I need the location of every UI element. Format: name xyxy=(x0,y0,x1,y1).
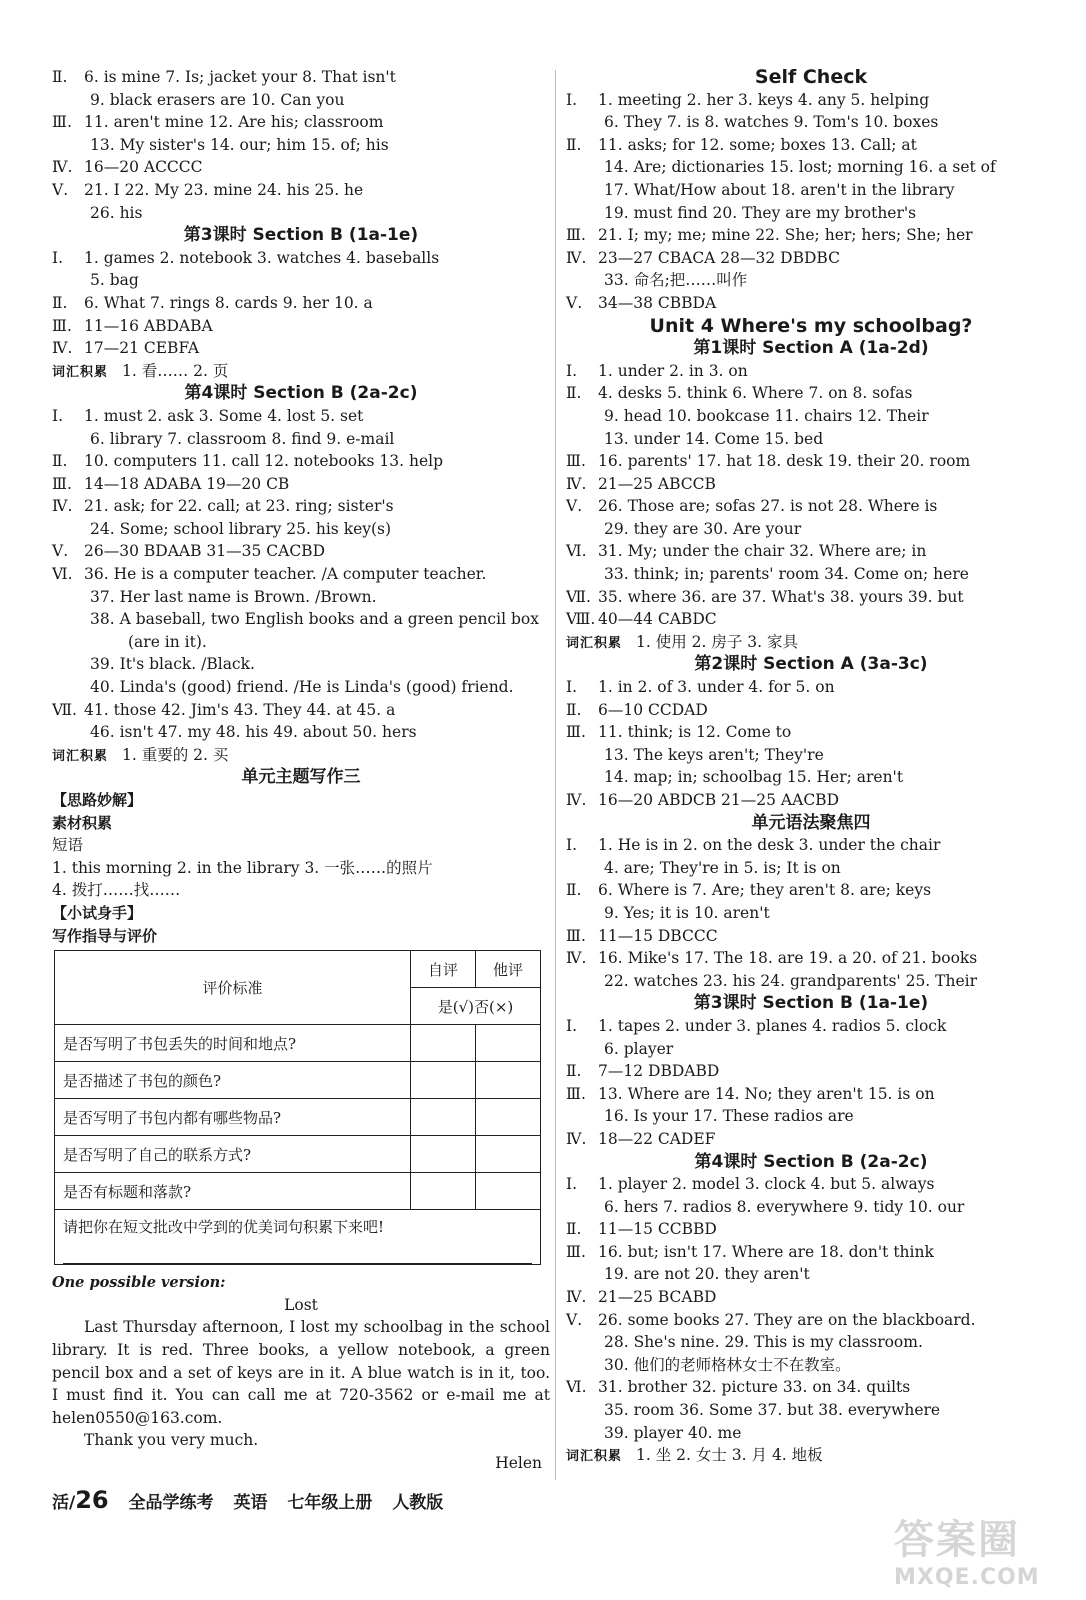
answer-text: 1. player 2. model 3. clock 4. but 5. always xyxy=(598,1175,935,1194)
right-column xyxy=(566,66,1056,1467)
answer-line xyxy=(52,450,550,473)
answer-line: 13. My sister's 14. our; him 15. of; his xyxy=(90,135,389,154)
subject: 英语 xyxy=(233,1493,268,1513)
peer-eval-cell xyxy=(476,1025,541,1062)
criterion-cell: 是否写明了书包内都有哪些物品? xyxy=(55,1099,411,1136)
answer-text: 11. asks; for 12. some; boxes 13. Call; at xyxy=(598,135,917,154)
answer-text: 10. computers 11. call 12. notebooks 13. help xyxy=(84,452,443,471)
roman-numeral: Ⅱ. xyxy=(52,293,68,312)
self-eval-cell xyxy=(411,1062,476,1099)
answer-line xyxy=(52,405,550,428)
answer-line: 29. they are 30. Are your xyxy=(604,519,802,538)
answer-line xyxy=(52,540,550,563)
essay-closing-line xyxy=(52,1429,550,1452)
essay-title: Lost xyxy=(284,1295,318,1314)
roman-numeral: Ⅳ. xyxy=(566,791,587,809)
answer-text: 11—15 CCBBD xyxy=(598,1220,717,1239)
section-heading: 第3课时 Section B (1a-1e) xyxy=(183,225,419,246)
answer-text: 31. brother 32. picture 33. on 34. quilts xyxy=(598,1378,911,1397)
answer-line xyxy=(566,947,1056,970)
roman-numeral: Ⅵ. xyxy=(566,542,587,561)
answer-line xyxy=(566,1015,1056,1038)
answer-text: 18—22 CADEF xyxy=(598,1129,716,1148)
section-heading: 第4课时 Section B (2a-2c) xyxy=(184,383,418,404)
answer-text: 16—20 ABDCB 21—25 AACBD xyxy=(598,791,839,809)
answer-line xyxy=(566,495,1056,518)
marks-legend: 是(√)否(×) xyxy=(411,988,541,1025)
answer-text: 13. Where are 14. No; they aren't 15. is on xyxy=(598,1084,935,1103)
answer-text: 14—18 ADABA 19—20 CB xyxy=(84,474,290,493)
answer-text: 41. those 42. Jim's 43. They 44. at 45. a xyxy=(84,700,396,719)
self-eval-header: 自评 xyxy=(411,951,476,988)
bold-heading: 【思路妙解】 xyxy=(52,791,143,809)
answer-line xyxy=(52,495,550,518)
answer-line xyxy=(566,676,1056,699)
roman-numeral: Ⅴ. xyxy=(52,542,69,561)
answer-text: 16. parents' 17. hat 18. desk 19. their 20. room xyxy=(598,452,971,471)
answer-text: 17—21 CEBFA xyxy=(84,339,200,358)
vocab-line xyxy=(566,631,1056,654)
answer-text: 26—30 BDAAB 31—35 CACBD xyxy=(84,542,325,561)
essay-paragraph: Last Thursday afternoon, I lost my schoolbag in the school library. It is red. Three books, a yellow notebook, a green pencil box and a set of keys are in it. A blue watch is in it, too. I must find it. You can call me at 720-3562 or e-mail me at helen0550@163.com. xyxy=(52,1318,550,1427)
answer-line xyxy=(566,1128,1056,1151)
answer-line xyxy=(566,89,1056,112)
answer-text: 11—15 DBCCC xyxy=(598,926,718,945)
essay-signature: Helen xyxy=(495,1453,542,1472)
answer-text: 35. where 36. are 37. What's 38. yours 39. but xyxy=(598,587,964,606)
answer-line: 26. his xyxy=(90,203,143,222)
roman-numeral: Ⅳ. xyxy=(566,1288,587,1307)
answer-text: 16. but; isn't 17. Where are 18. don't think xyxy=(598,1242,934,1261)
answer-line xyxy=(566,247,1056,270)
answer-line xyxy=(566,134,1056,157)
answer-line xyxy=(566,1218,1056,1241)
roman-numeral: Ⅰ. xyxy=(52,248,64,267)
vocab-line xyxy=(52,744,550,767)
answer-line xyxy=(566,224,1056,247)
answer-line: 9. black erasers are 10. Can you xyxy=(90,90,345,109)
answer-line: 14. map; in; schoolbag 15. Her; aren't xyxy=(604,768,904,787)
section-heading: 第3课时 Section B (1a-1e) xyxy=(693,993,929,1014)
watermark-logo xyxy=(894,1508,1064,1588)
answer-line xyxy=(566,1173,1056,1196)
roman-numeral: Ⅲ. xyxy=(52,474,72,493)
roman-numeral: Ⅰ. xyxy=(566,361,578,380)
section-heading: 单元主题写作三 xyxy=(241,767,361,788)
answer-text: 6. What 7. rings 8. cards 9. her 10. a xyxy=(84,293,373,312)
answer-text: 4. desks 5. think 6. Where 7. on 8. sofas xyxy=(598,384,913,403)
roman-numeral: Ⅳ. xyxy=(566,474,587,493)
answer-line: 6. library 7. classroom 8. find 9. e-mail xyxy=(90,429,395,448)
bold-heading: 素材积累 xyxy=(52,813,113,832)
roman-numeral: Ⅲ. xyxy=(52,113,72,132)
answer-line xyxy=(566,382,1056,405)
roman-numeral: Ⅱ. xyxy=(566,1062,582,1081)
roman-numeral: Ⅳ. xyxy=(566,248,587,267)
vocab-text: 1. 看…… 2. 页 xyxy=(122,361,229,380)
answer-text: 21—25 ABCCB xyxy=(598,474,716,493)
roman-numeral: Ⅳ. xyxy=(52,158,73,177)
roman-numeral: Ⅳ. xyxy=(566,1129,587,1148)
evaluation-row xyxy=(55,1099,541,1136)
answer-line xyxy=(566,1376,1056,1399)
answer-line xyxy=(566,1060,1056,1083)
answer-line: 22. watches 23. his 24. grandparents' 25. Their xyxy=(604,971,978,990)
answer-line: 19. must find 20. They are my brother's xyxy=(604,203,917,222)
answer-line: 39. It's black. /Black. xyxy=(90,655,255,674)
peer-eval-cell xyxy=(476,1136,541,1173)
section-heading: Unit 4 Where's my schoolbag? xyxy=(649,314,973,337)
roman-numeral: Ⅴ. xyxy=(566,1310,583,1329)
note-cell xyxy=(55,1210,541,1265)
criteria-header: 评价标准 xyxy=(55,951,411,1025)
answer-text: 1. tapes 2. under 3. planes 4. radios 5. clock xyxy=(598,1016,947,1035)
answer-text: 26. some books 27. They are on the blackboard. xyxy=(598,1310,976,1329)
answer-line: 37. Her last name is Brown. /Brown. xyxy=(90,587,377,606)
answer-line: 14. Are; dictionaries 15. lost; morning 16. a set of xyxy=(604,158,996,177)
answer-text: 23—27 CBACA 28—32 DBDBC xyxy=(598,248,840,267)
evaluation-table xyxy=(54,950,541,1265)
section-heading: Self Check xyxy=(754,66,868,88)
vocab-label: 词汇积累 xyxy=(566,635,623,651)
answer-text: 36. He is a computer teacher. /A computer teacher. xyxy=(84,565,487,584)
section-heading: 第4课时 Section B (2a-2c) xyxy=(694,1151,928,1172)
vocab-label: 词汇积累 xyxy=(52,364,109,380)
answer-line xyxy=(566,789,1056,812)
answer-text: 1. must 2. ask 3. Some 4. lost 5. set xyxy=(84,406,364,425)
answer-line: 13. under 14. Come 15. bed xyxy=(604,429,824,448)
edition: 人教版 xyxy=(392,1493,444,1513)
vocab-label: 词汇积累 xyxy=(52,748,109,764)
answer-text: 11. aren't mine 12. Are his; classroom xyxy=(84,113,384,132)
roman-numeral: Ⅶ. xyxy=(52,700,77,719)
peer-eval-cell xyxy=(476,1173,541,1210)
evaluation-row xyxy=(55,1062,541,1099)
answer-line xyxy=(52,111,550,134)
vocab-text: 1. 使用 2. 房子 3. 家具 xyxy=(636,632,799,651)
roman-numeral: Ⅰ. xyxy=(566,90,578,109)
answer-line xyxy=(52,292,550,315)
answer-line: 33. think; in; parents' room 34. Come on; here xyxy=(604,565,969,584)
essay-closing: Thank you very much. xyxy=(84,1431,259,1450)
answer-line xyxy=(566,925,1056,948)
answer-text: 34—38 CBBDA xyxy=(598,293,717,312)
answer-line xyxy=(566,586,1056,609)
answer-text: 40—44 CABDC xyxy=(598,610,717,629)
answer-line xyxy=(566,540,1056,563)
answer-line: 24. Some; school library 25. his key(s) xyxy=(90,519,392,538)
roman-numeral: Ⅱ. xyxy=(52,68,68,86)
answer-line: 33. 命名;把……叫作 xyxy=(604,271,748,290)
essay-signature-line xyxy=(52,1452,550,1475)
answer-text: 16. Mike's 17. The 18. are 19. a 20. of 21. books xyxy=(598,949,978,968)
watermark-bottom: MXQE.COM xyxy=(894,1565,1040,1590)
criterion-cell: 是否写明了书包丢失的时间和地点? xyxy=(55,1025,411,1062)
vocab-line xyxy=(52,360,550,383)
answer-line xyxy=(52,473,550,496)
page-footer xyxy=(52,1486,457,1514)
roman-numeral: Ⅲ. xyxy=(566,926,586,945)
roman-numeral: Ⅰ. xyxy=(566,1175,578,1194)
roman-numeral: Ⅱ. xyxy=(566,384,582,403)
footer-prefix: 活/ xyxy=(52,1493,76,1513)
answer-line xyxy=(52,699,550,722)
roman-numeral: Ⅴ. xyxy=(566,293,583,312)
text-line: 短语 xyxy=(52,836,84,855)
roman-numeral: Ⅰ. xyxy=(52,406,64,425)
roman-numeral: Ⅲ. xyxy=(566,1084,586,1103)
answer-line: 4. are; They're in 5. is; It is on xyxy=(604,858,841,877)
right-answer-lines xyxy=(566,66,1056,1467)
answer-line: 6. player xyxy=(604,1039,674,1058)
self-eval-cell xyxy=(411,1099,476,1136)
roman-numeral: Ⅲ. xyxy=(566,226,586,245)
vocab-line xyxy=(566,1444,1056,1467)
vocab-text: 1. 重要的 2. 买 xyxy=(122,745,229,764)
roman-numeral: Ⅰ. xyxy=(566,836,578,855)
answer-line xyxy=(566,450,1056,473)
answer-line: 35. room 36. Some 37. but 38. everywhere xyxy=(604,1401,941,1420)
answer-line: 19. are not 20. they aren't xyxy=(604,1265,810,1284)
answer-line: 40. Linda's (good) friend. /He is Linda's (good) friend. xyxy=(90,678,514,697)
answer-line: 5. bag xyxy=(90,271,139,290)
answer-text: 6. Where is 7. Are; they aren't 8. are; keys xyxy=(598,881,932,900)
roman-numeral: Ⅷ. xyxy=(566,610,596,629)
answer-text: 11—16 ABDABA xyxy=(84,316,213,335)
answer-line xyxy=(566,360,1056,383)
text-line: 4. 拨打……找…… xyxy=(52,881,181,900)
answer-line xyxy=(566,292,1056,315)
criterion-cell: 是否有标题和落款? xyxy=(55,1173,411,1210)
vocab-label: 词汇积累 xyxy=(566,1449,623,1465)
evaluation-row xyxy=(55,1025,541,1062)
answer-line xyxy=(566,608,1056,631)
writing-line xyxy=(63,1263,532,1264)
essay-label: One possible version: xyxy=(52,1274,226,1292)
criterion-cell: 是否写明了自己的联系方式? xyxy=(55,1136,411,1173)
peer-eval-header: 他评 xyxy=(476,951,541,988)
answer-text: 31. My; under the chair 32. Where are; in xyxy=(598,542,927,561)
peer-eval-cell xyxy=(476,1099,541,1136)
answer-line xyxy=(566,1309,1056,1332)
answer-line xyxy=(52,247,550,270)
answer-text: 21. I; my; me; mine 22. She; her; hers; She; her xyxy=(598,226,973,245)
answer-line xyxy=(566,834,1056,857)
roman-numeral: Ⅶ. xyxy=(566,587,591,606)
roman-numeral: Ⅰ. xyxy=(566,1016,578,1035)
answer-line xyxy=(566,879,1056,902)
answer-line xyxy=(52,563,550,586)
answer-text: 7—12 DBDABD xyxy=(598,1062,720,1081)
answer-line: 9. head 10. bookcase 11. chairs 12. Their xyxy=(604,406,929,425)
roman-numeral: Ⅱ. xyxy=(566,135,582,154)
grade: 七年级上册 xyxy=(287,1493,373,1513)
roman-numeral: Ⅳ. xyxy=(52,339,73,358)
roman-numeral: Ⅳ. xyxy=(52,497,73,516)
answer-text: 21. I 22. My 23. mine 24. his 25. he xyxy=(84,180,364,199)
book-title: 全品学练考 xyxy=(128,1493,214,1513)
page-number: 26 xyxy=(75,1486,109,1514)
answer-line: 30. 他们的老师格林女士不在教室。 xyxy=(604,1355,851,1374)
answer-line: 17. What/How about 18. aren't in the library xyxy=(604,180,955,199)
criterion-cell: 是否描述了书包的颜色? xyxy=(55,1062,411,1099)
answer-line: 6. They 7. is 8. watches 9. Tom's 10. boxes xyxy=(604,113,939,132)
answer-line: (are in it). xyxy=(128,632,207,651)
answer-line: 28. She's nine. 29. This is my classroom. xyxy=(604,1333,923,1352)
evaluation-rows xyxy=(55,1025,541,1210)
roman-numeral: Ⅵ. xyxy=(566,1378,587,1397)
answer-line: 16. Is your 17. These radios are xyxy=(604,1107,854,1126)
roman-numeral: Ⅲ. xyxy=(566,723,586,742)
roman-numeral: Ⅱ. xyxy=(566,700,582,719)
section-heading: 第1课时 Section A (1a-2d) xyxy=(693,338,929,359)
text-line: 1. this morning 2. in the library 3. 一张……的照片 xyxy=(52,858,433,877)
answer-line: 13. The keys aren't; They're xyxy=(604,745,824,764)
roman-numeral: Ⅳ. xyxy=(566,949,587,968)
watermark-top: 答案圈 xyxy=(894,1517,1020,1563)
answer-text: 11. think; is 12. Come to xyxy=(598,723,792,742)
roman-numeral: Ⅲ. xyxy=(52,316,72,335)
roman-numeral: Ⅱ. xyxy=(566,881,582,900)
note-text: 请把你在短文批改中学到的优美词句积累下来吧! xyxy=(63,1218,385,1237)
answer-text: 16—20 ACCCC xyxy=(84,158,203,177)
answer-line xyxy=(52,156,550,179)
evaluation-row xyxy=(55,1173,541,1210)
answer-line xyxy=(566,1083,1056,1106)
roman-numeral: Ⅴ. xyxy=(52,180,69,199)
answer-line xyxy=(566,699,1056,722)
answer-line xyxy=(52,66,550,89)
answer-text: 21. ask; for 22. call; at 23. ring; sister's xyxy=(84,497,394,516)
answer-line xyxy=(566,1286,1056,1309)
column-divider xyxy=(555,70,556,1480)
self-eval-cell xyxy=(411,1173,476,1210)
left-answer-lines xyxy=(52,66,550,947)
answer-line: 9. Yes; it is 10. aren't xyxy=(604,903,770,922)
section-heading: 第2课时 Section A (3a-3c) xyxy=(694,654,928,675)
answer-text: 21—25 BCABD xyxy=(598,1288,717,1307)
answer-text: 1. under 2. in 3. on xyxy=(598,361,748,380)
roman-numeral: Ⅵ. xyxy=(52,565,73,584)
section-heading: 单元语法聚焦四 xyxy=(751,812,871,833)
evaluation-row xyxy=(55,1136,541,1173)
roman-numeral: Ⅲ. xyxy=(566,452,586,471)
roman-numeral: Ⅰ. xyxy=(566,678,578,697)
answer-line: 39. player 40. me xyxy=(604,1423,742,1442)
answer-text: 6. is mine 7. Is; jacket your 8. That isn't xyxy=(84,68,396,86)
answer-line xyxy=(566,1241,1056,1264)
answer-text: 1. meeting 2. her 3. keys 4. any 5. helping xyxy=(598,90,930,109)
answer-line xyxy=(52,337,550,360)
self-eval-cell xyxy=(411,1025,476,1062)
answer-line: 46. isn't 47. my 48. his 49. about 50. hers xyxy=(90,723,417,742)
roman-numeral: Ⅲ. xyxy=(566,1242,586,1261)
answer-text: 1. games 2. notebook 3. watches 4. baseballs xyxy=(84,248,440,267)
roman-numeral: Ⅱ. xyxy=(52,452,68,471)
answer-line xyxy=(52,179,550,202)
answer-text: 6—10 CCDAD xyxy=(598,700,708,719)
vocab-text: 1. 坐 2. 女士 3. 月 4. 地板 xyxy=(636,1446,823,1465)
roman-numeral: Ⅴ. xyxy=(566,497,583,516)
answer-line: 38. A baseball, two English books and a green pencil box xyxy=(90,610,539,629)
roman-numeral: Ⅱ. xyxy=(566,1220,582,1239)
answer-text: 1. in 2. of 3. under 4. for 5. on xyxy=(598,678,835,697)
answer-line xyxy=(566,473,1056,496)
peer-eval-cell xyxy=(476,1062,541,1099)
self-eval-cell xyxy=(411,1136,476,1173)
answer-line xyxy=(52,315,550,338)
answer-line: 6. hers 7. radios 8. everywhere 9. tidy 10. our xyxy=(604,1197,965,1216)
answer-text: 1. He is in 2. on the desk 3. under the chair xyxy=(598,836,941,855)
answer-line xyxy=(566,721,1056,744)
left-column xyxy=(52,66,550,1475)
bold-heading: 【小试身手】 xyxy=(52,903,143,922)
bold-heading: 写作指导与评价 xyxy=(52,926,158,945)
essay-label-line xyxy=(52,1271,550,1294)
answer-text: 26. Those are; sofas 27. is not 28. Where is xyxy=(598,497,938,516)
